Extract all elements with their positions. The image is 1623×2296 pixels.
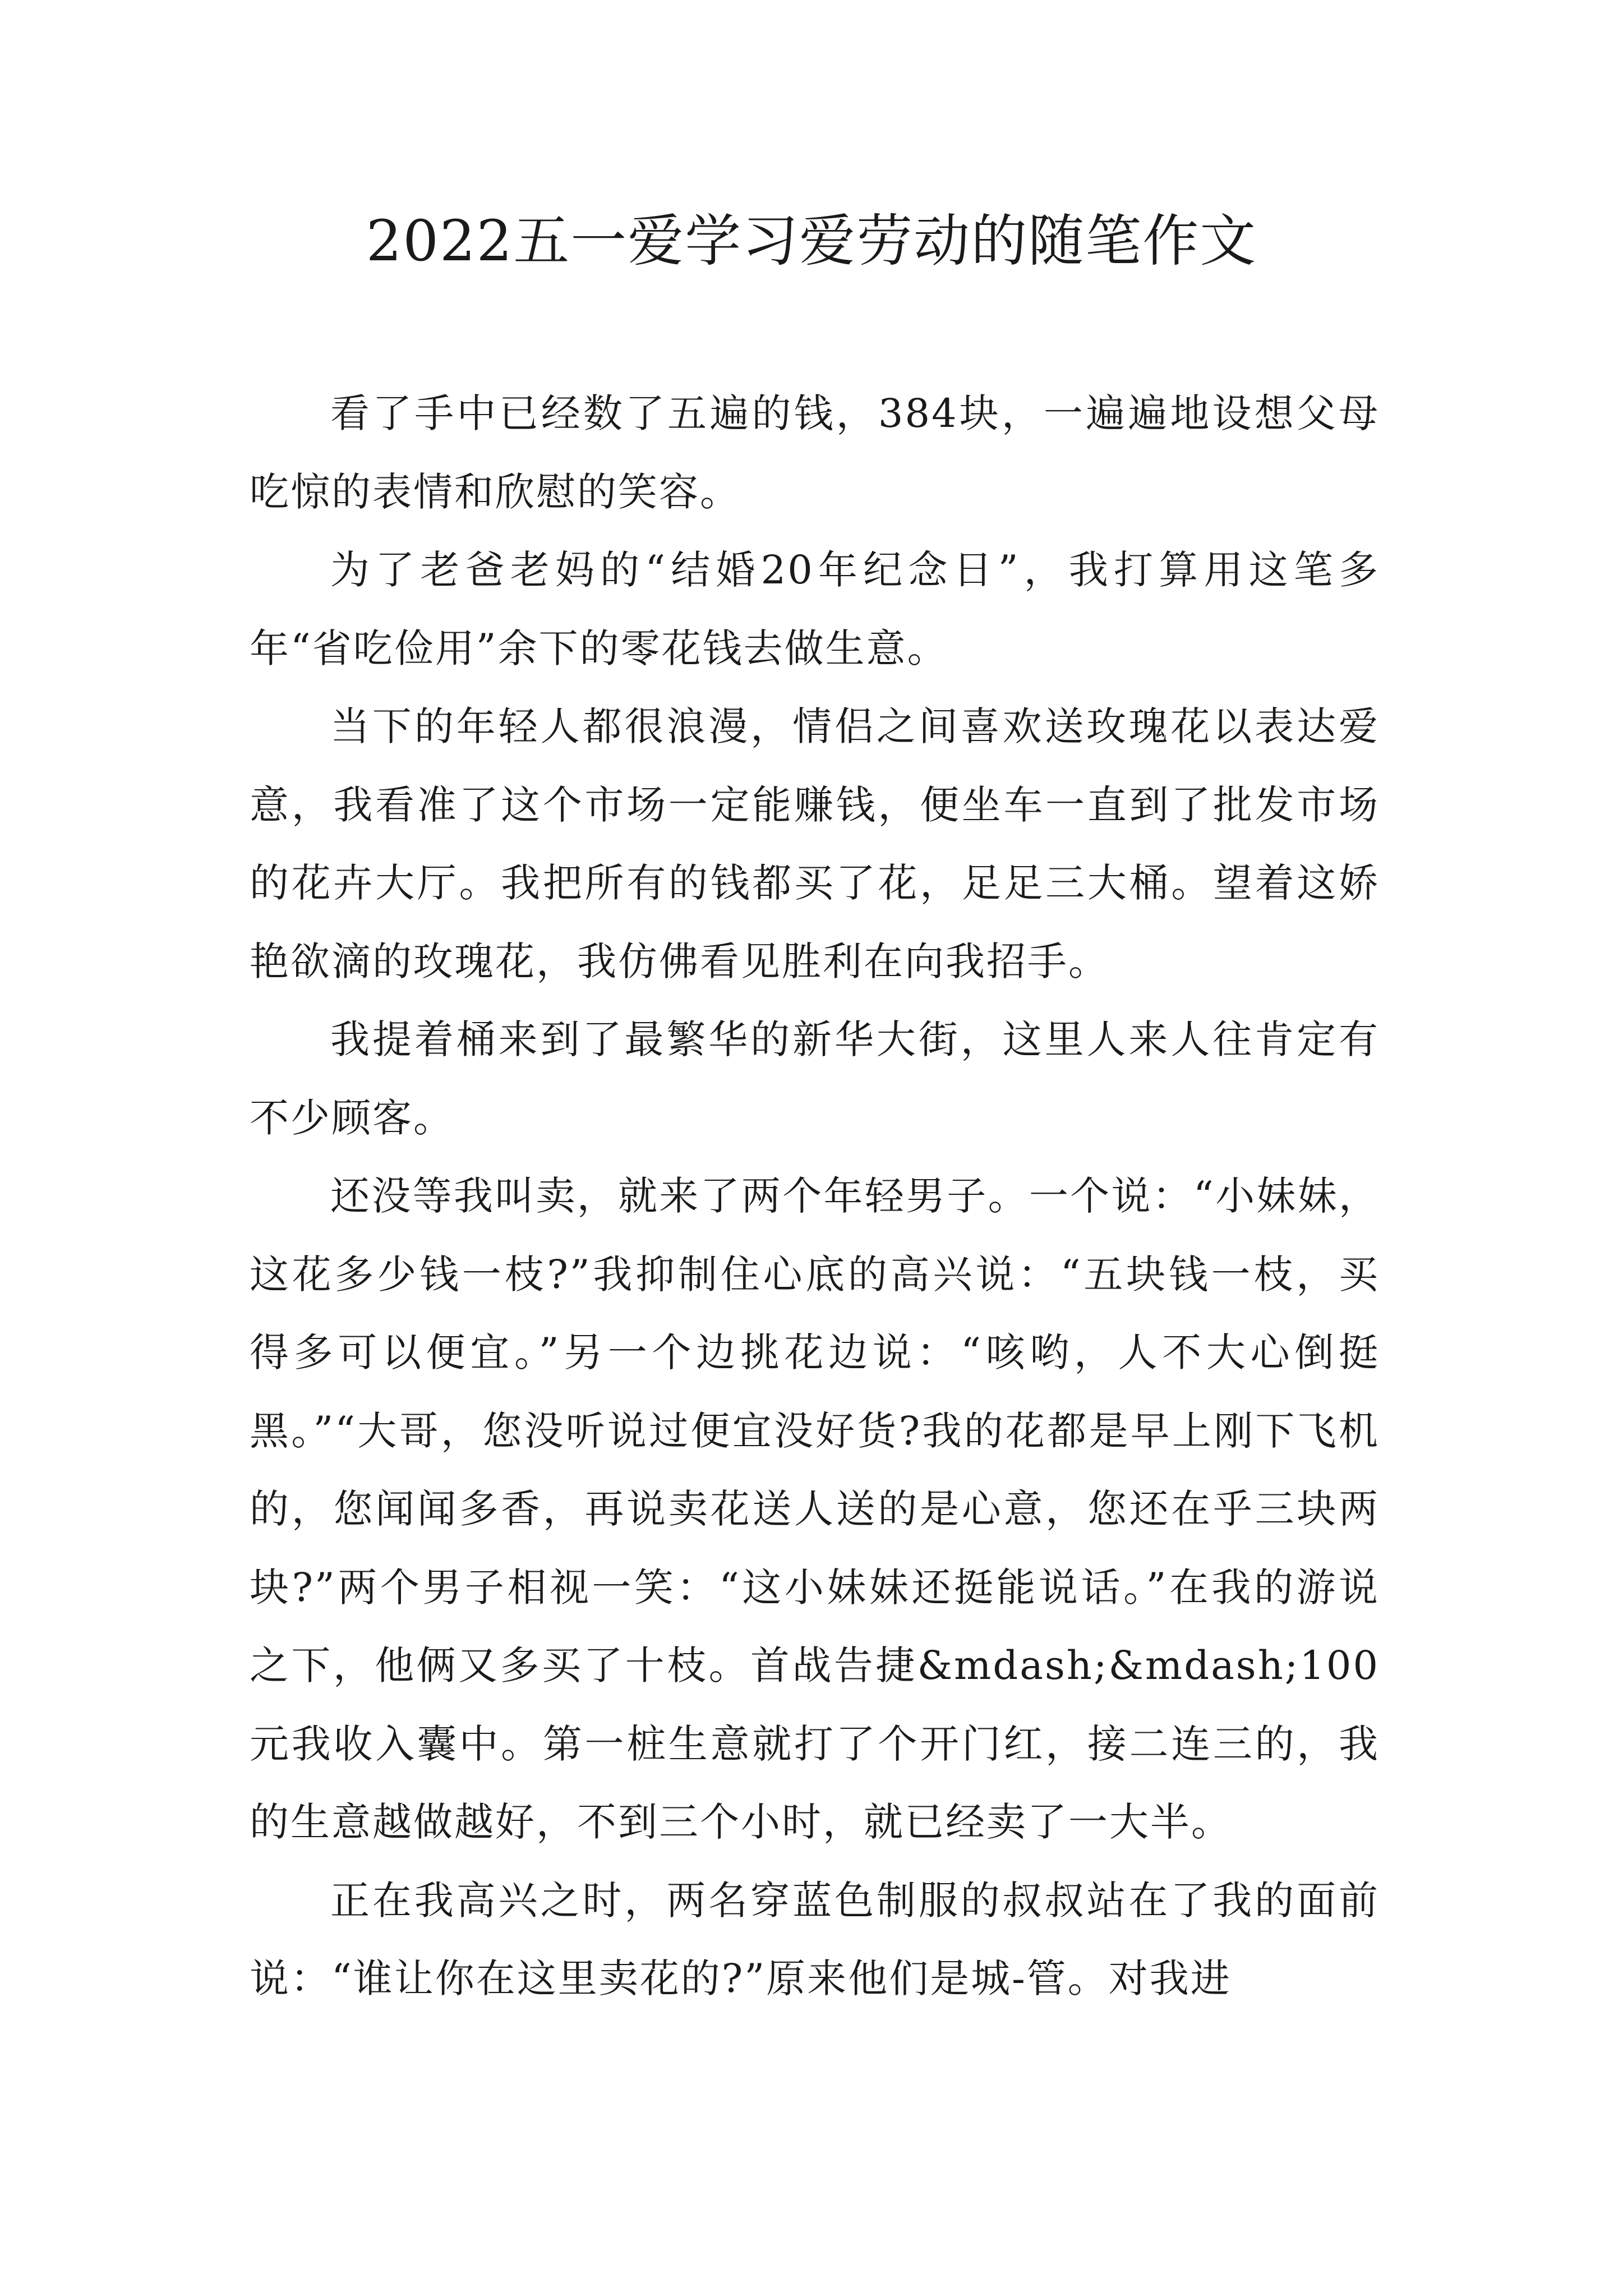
document-title: 2022五一爱学习爱劳动的随笔作文 xyxy=(366,208,1257,274)
paragraph: 还没等我叫卖，就来了两个年轻男子。一个说：“小妹妹，这花多少钱一枝?”我抑制住心底的高兴说：“五块钱一枝，买得多可以便宜。”另一个边挑花边说：“咳哟，人不大心倒挺黑。”“大哥，您没听说过便宜没好货?我的花都是早上刚下飞机的，您闻闻多香，再说卖花送人送的是心意，您还在乎三块两块?”两个男子相视一笑：“这小妹妹还挺能说话。”在我的游说之下，他俩又多买了十枝。首战告捷&mdash;&mdash;100元我收入囊中。第一桩生意就打了个开门红，接二连三的，我的生意越做越好，不到三个小时，就已经卖了一大半。 xyxy=(250,1173,1380,1845)
paragraph: 看了手中已经数了五遍的钱，384块，一遍遍地设想父母吃惊的表情和欣慰的笑容。 xyxy=(250,390,1380,515)
paragraph: 正在我高兴之时，两名穿蓝色制服的叔叔站在了我的面前说：“谁让你在这里卖花的?”原来他们是城-管。对我进 xyxy=(250,1877,1380,2001)
paragraph: 当下的年轻人都很浪漫，情侣之间喜欢送玫瑰花以表达爱意，我看准了这个市场一定能赚钱，便坐车一直到了批发市场的花卉大厅。我把所有的钱都买了花，足足三大桶。望着这娇艳欲滴的玫瑰花，我仿佛看见胜利在向我招手。 xyxy=(250,703,1380,984)
paragraph: 我提着桶来到了最繁华的新华大街，这里人来人往肯定有不少顾客。 xyxy=(250,1016,1380,1141)
paragraph: 为了老爸老妈的“结婚20年纪念日”，我打算用这笔多年“省吃俭用”余下的零花钱去做生意。 xyxy=(250,547,1380,671)
document-body xyxy=(250,375,1380,2018)
